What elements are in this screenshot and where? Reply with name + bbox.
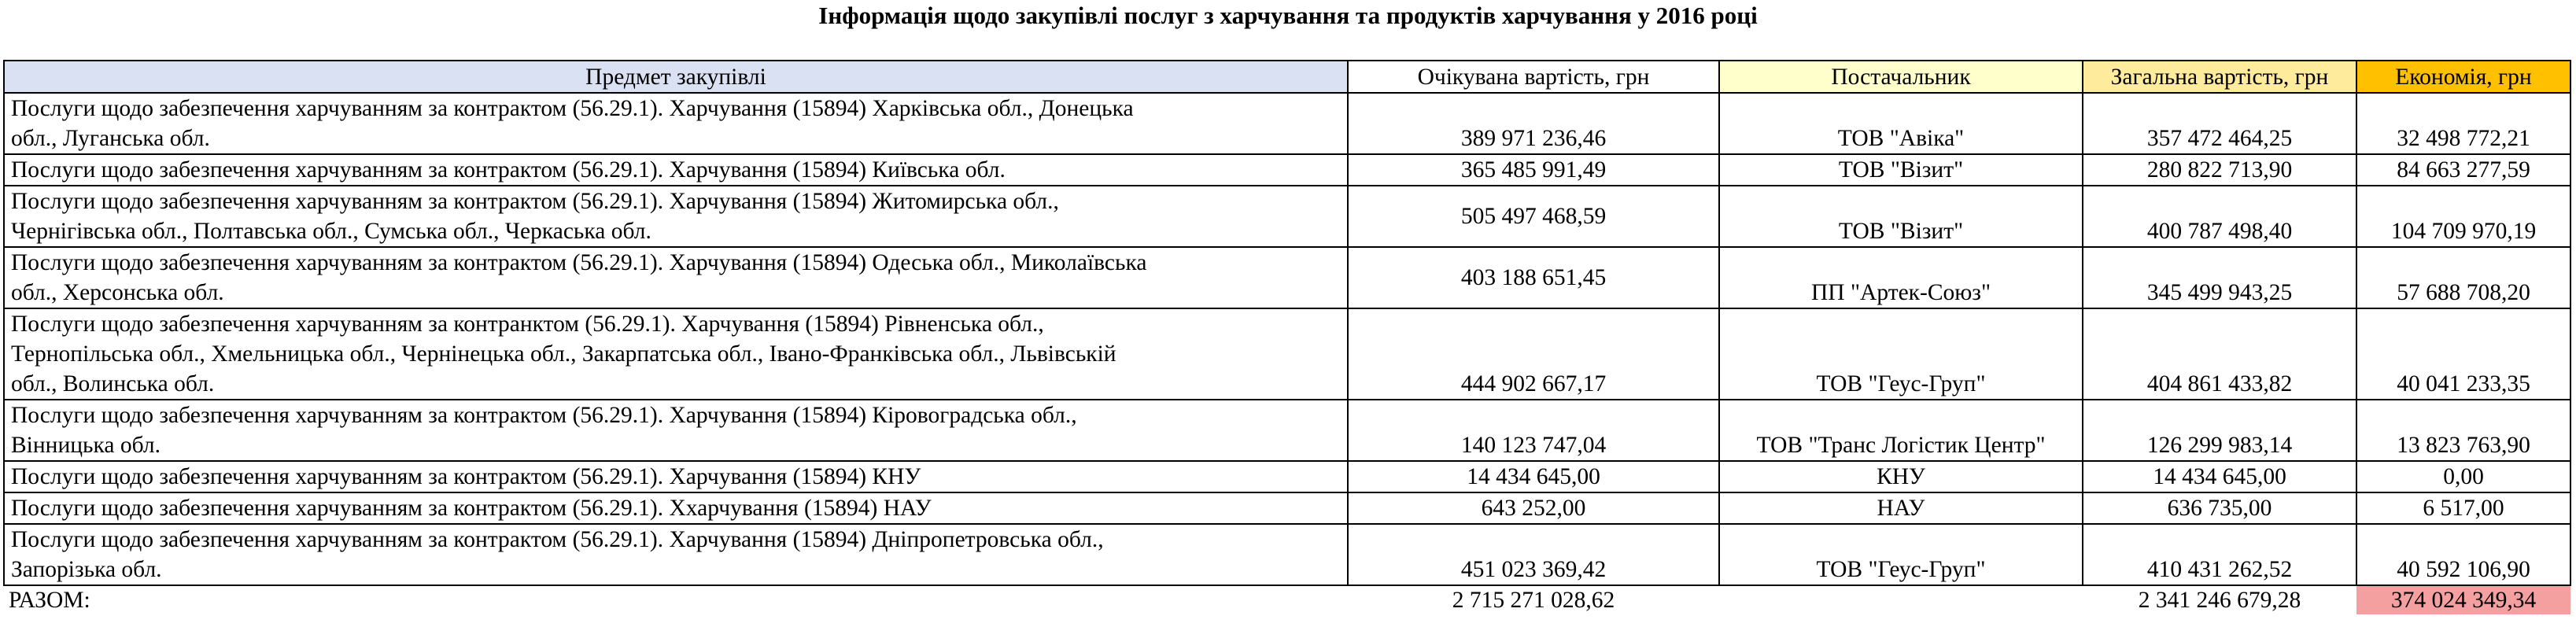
cell-expected-cost: 389 971 236,46	[1348, 93, 1719, 154]
cell-saving: 104 709 970,19	[2356, 186, 2570, 247]
table-row	[4, 186, 2570, 247]
cell-supplier: ТОВ "Візит"	[1719, 186, 2083, 247]
table-row	[4, 93, 2570, 154]
cell-expected-cost: 14 434 645,00	[1348, 461, 1719, 492]
cell-subject	[4, 93, 1348, 154]
subject-line: Послуги щодо забезпечення харчуванням за контрактом (56.29.1). Харчування (15894) Київська обл.	[11, 157, 1006, 183]
cell-saving: 40 592 106,90	[2356, 524, 2570, 585]
cell-expected-cost: 140 123 747,04	[1348, 400, 1719, 461]
cell-total-cost: 280 822 713,90	[2083, 154, 2356, 186]
cell-subject	[4, 492, 1348, 524]
table-row	[4, 154, 2570, 186]
cell-total-cost: 14 434 645,00	[2083, 461, 2356, 492]
subject-line: Послуги щодо забезпечення харчуванням за контрактом (56.29.1). Харчування (15894) КНУ	[11, 464, 921, 489]
subject-line: Послуги щодо забезпечення харчуванням за контрактом (56.29.1). Харчування (15894) Харківська обл., Донецька	[11, 96, 1134, 121]
cell-saving: 84 663 277,59	[2356, 154, 2570, 186]
cell-subject	[4, 461, 1348, 492]
cell-expected-cost: 451 023 369,42	[1348, 524, 1719, 585]
cell-supplier: НАУ	[1719, 492, 2083, 524]
table-row	[4, 308, 2570, 400]
column-header-supplier: Постачальник	[1719, 61, 2083, 93]
totals-supplier-empty	[1719, 585, 2083, 614]
subject-line: Запорізька обл.	[11, 557, 162, 582]
cell-subject	[4, 400, 1348, 461]
cell-expected-cost: 505 497 468,59	[1348, 186, 1719, 247]
subject-line: обл., Луганська обл.	[11, 126, 210, 151]
cell-total-cost: 410 431 262,52	[2083, 524, 2356, 585]
cell-total-cost: 357 472 464,25	[2083, 93, 2356, 154]
cell-supplier: ТОВ "Авіка"	[1719, 93, 2083, 154]
cell-supplier: ТОВ "Візит"	[1719, 154, 2083, 186]
cell-subject	[4, 154, 1348, 186]
table-row	[4, 247, 2570, 308]
subject-line: Послуги щодо забезпечення харчуванням за контранктом (56.29.1). Харчування (15894) Рівненська обл.,	[11, 312, 1044, 337]
subject-line: Чернігівська обл., Полтавська обл., Сумська обл., Черкаська обл.	[11, 219, 651, 244]
cell-subject	[4, 524, 1348, 585]
cell-total-cost: 404 861 433,82	[2083, 308, 2356, 400]
subject-line: Послуги щодо забезпечення харчуванням за контрактом (56.29.1). Харчування (15894) Кіровоградська обл.,	[11, 403, 1077, 428]
table-row	[4, 461, 2570, 492]
column-header-expected-cost: Очікувана вартість, грн	[1348, 61, 1719, 93]
cell-saving: 6 517,00	[2356, 492, 2570, 524]
subject-line: Послуги щодо забезпечення харчуванням за контрактом (56.29.1). Харчування (15894) Дніпропетровська обл.,	[11, 527, 1104, 552]
totals-saving: 374 024 349,34	[2356, 585, 2570, 614]
cell-subject	[4, 186, 1348, 247]
column-header-subject: Предмет закупівлі	[4, 61, 1348, 93]
cell-saving: 13 823 763,90	[2356, 400, 2570, 461]
cell-saving: 32 498 772,21	[2356, 93, 2570, 154]
cell-supplier: КНУ	[1719, 461, 2083, 492]
totals-expected-cost: 2 715 271 028,62	[1452, 588, 1615, 613]
cell-total-cost: 400 787 498,40	[2083, 186, 2356, 247]
cell-supplier: ТОВ "Транс Логістик Центр"	[1719, 400, 2083, 461]
cell-supplier: ТОВ "Геус-Груп"	[1719, 524, 2083, 585]
column-header-total-cost: Загальна вартість, грн	[2083, 61, 2356, 93]
cell-expected-cost: 403 188 651,45	[1348, 247, 1719, 308]
subject-line: обл., Волинська обл.	[11, 371, 215, 396]
subject-line: Вінницька обл.	[11, 433, 161, 458]
table-row	[4, 524, 2570, 585]
subject-line: Тернопільська обл., Хмельницька обл., Чернінецька обл., Закарпатська обл., Івано-Франківська обл., Львівській	[11, 341, 1116, 367]
cell-total-cost: 126 299 983,14	[2083, 400, 2356, 461]
table-row	[4, 492, 2570, 524]
subject-line: Послуги щодо забезпечення харчуванням за контрактом (56.29.1). Харчування (15894) Житомирська обл.,	[11, 189, 1059, 214]
cell-saving: 0,00	[2356, 461, 2570, 492]
cell-supplier: ТОВ "Геус-Груп"	[1719, 308, 2083, 400]
cell-expected-cost: 444 902 667,17	[1348, 308, 1719, 400]
cell-subject	[4, 247, 1348, 308]
subject-line: Послуги щодо забезпечення харчуванням за контрактом (56.29.1). Ххарчування (15894) НАУ	[11, 496, 932, 521]
cell-expected-cost: 643 252,00	[1348, 492, 1719, 524]
table-body	[4, 93, 2570, 585]
procurement-table	[3, 60, 2571, 614]
totals-total-cost: 2 341 246 679,28	[2138, 588, 2301, 613]
cell-expected-cost: 365 485 991,49	[1348, 154, 1719, 186]
subject-line: обл., Херсонська обл.	[11, 280, 224, 305]
totals-label: РАЗОМ:	[9, 588, 90, 613]
cell-subject	[4, 308, 1348, 400]
page-title: Інформація щодо закупівлі послуг з харчування та продуктів харчування у 2016 році	[818, 2, 1758, 29]
cell-saving: 40 041 233,35	[2356, 308, 2570, 400]
totals-row	[4, 585, 2570, 614]
cell-supplier: ПП "Артек-Союз"	[1719, 247, 2083, 308]
table-header-row	[4, 61, 2570, 93]
column-header-saving: Економія, грн	[2356, 61, 2570, 93]
cell-total-cost: 345 499 943,25	[2083, 247, 2356, 308]
cell-total-cost: 636 735,00	[2083, 492, 2356, 524]
table-row	[4, 400, 2570, 461]
cell-saving: 57 688 708,20	[2356, 247, 2570, 308]
subject-line: Послуги щодо забезпечення харчуванням за контрактом (56.29.1). Харчування (15894) Одеська обл., Миколаївська	[11, 250, 1147, 275]
